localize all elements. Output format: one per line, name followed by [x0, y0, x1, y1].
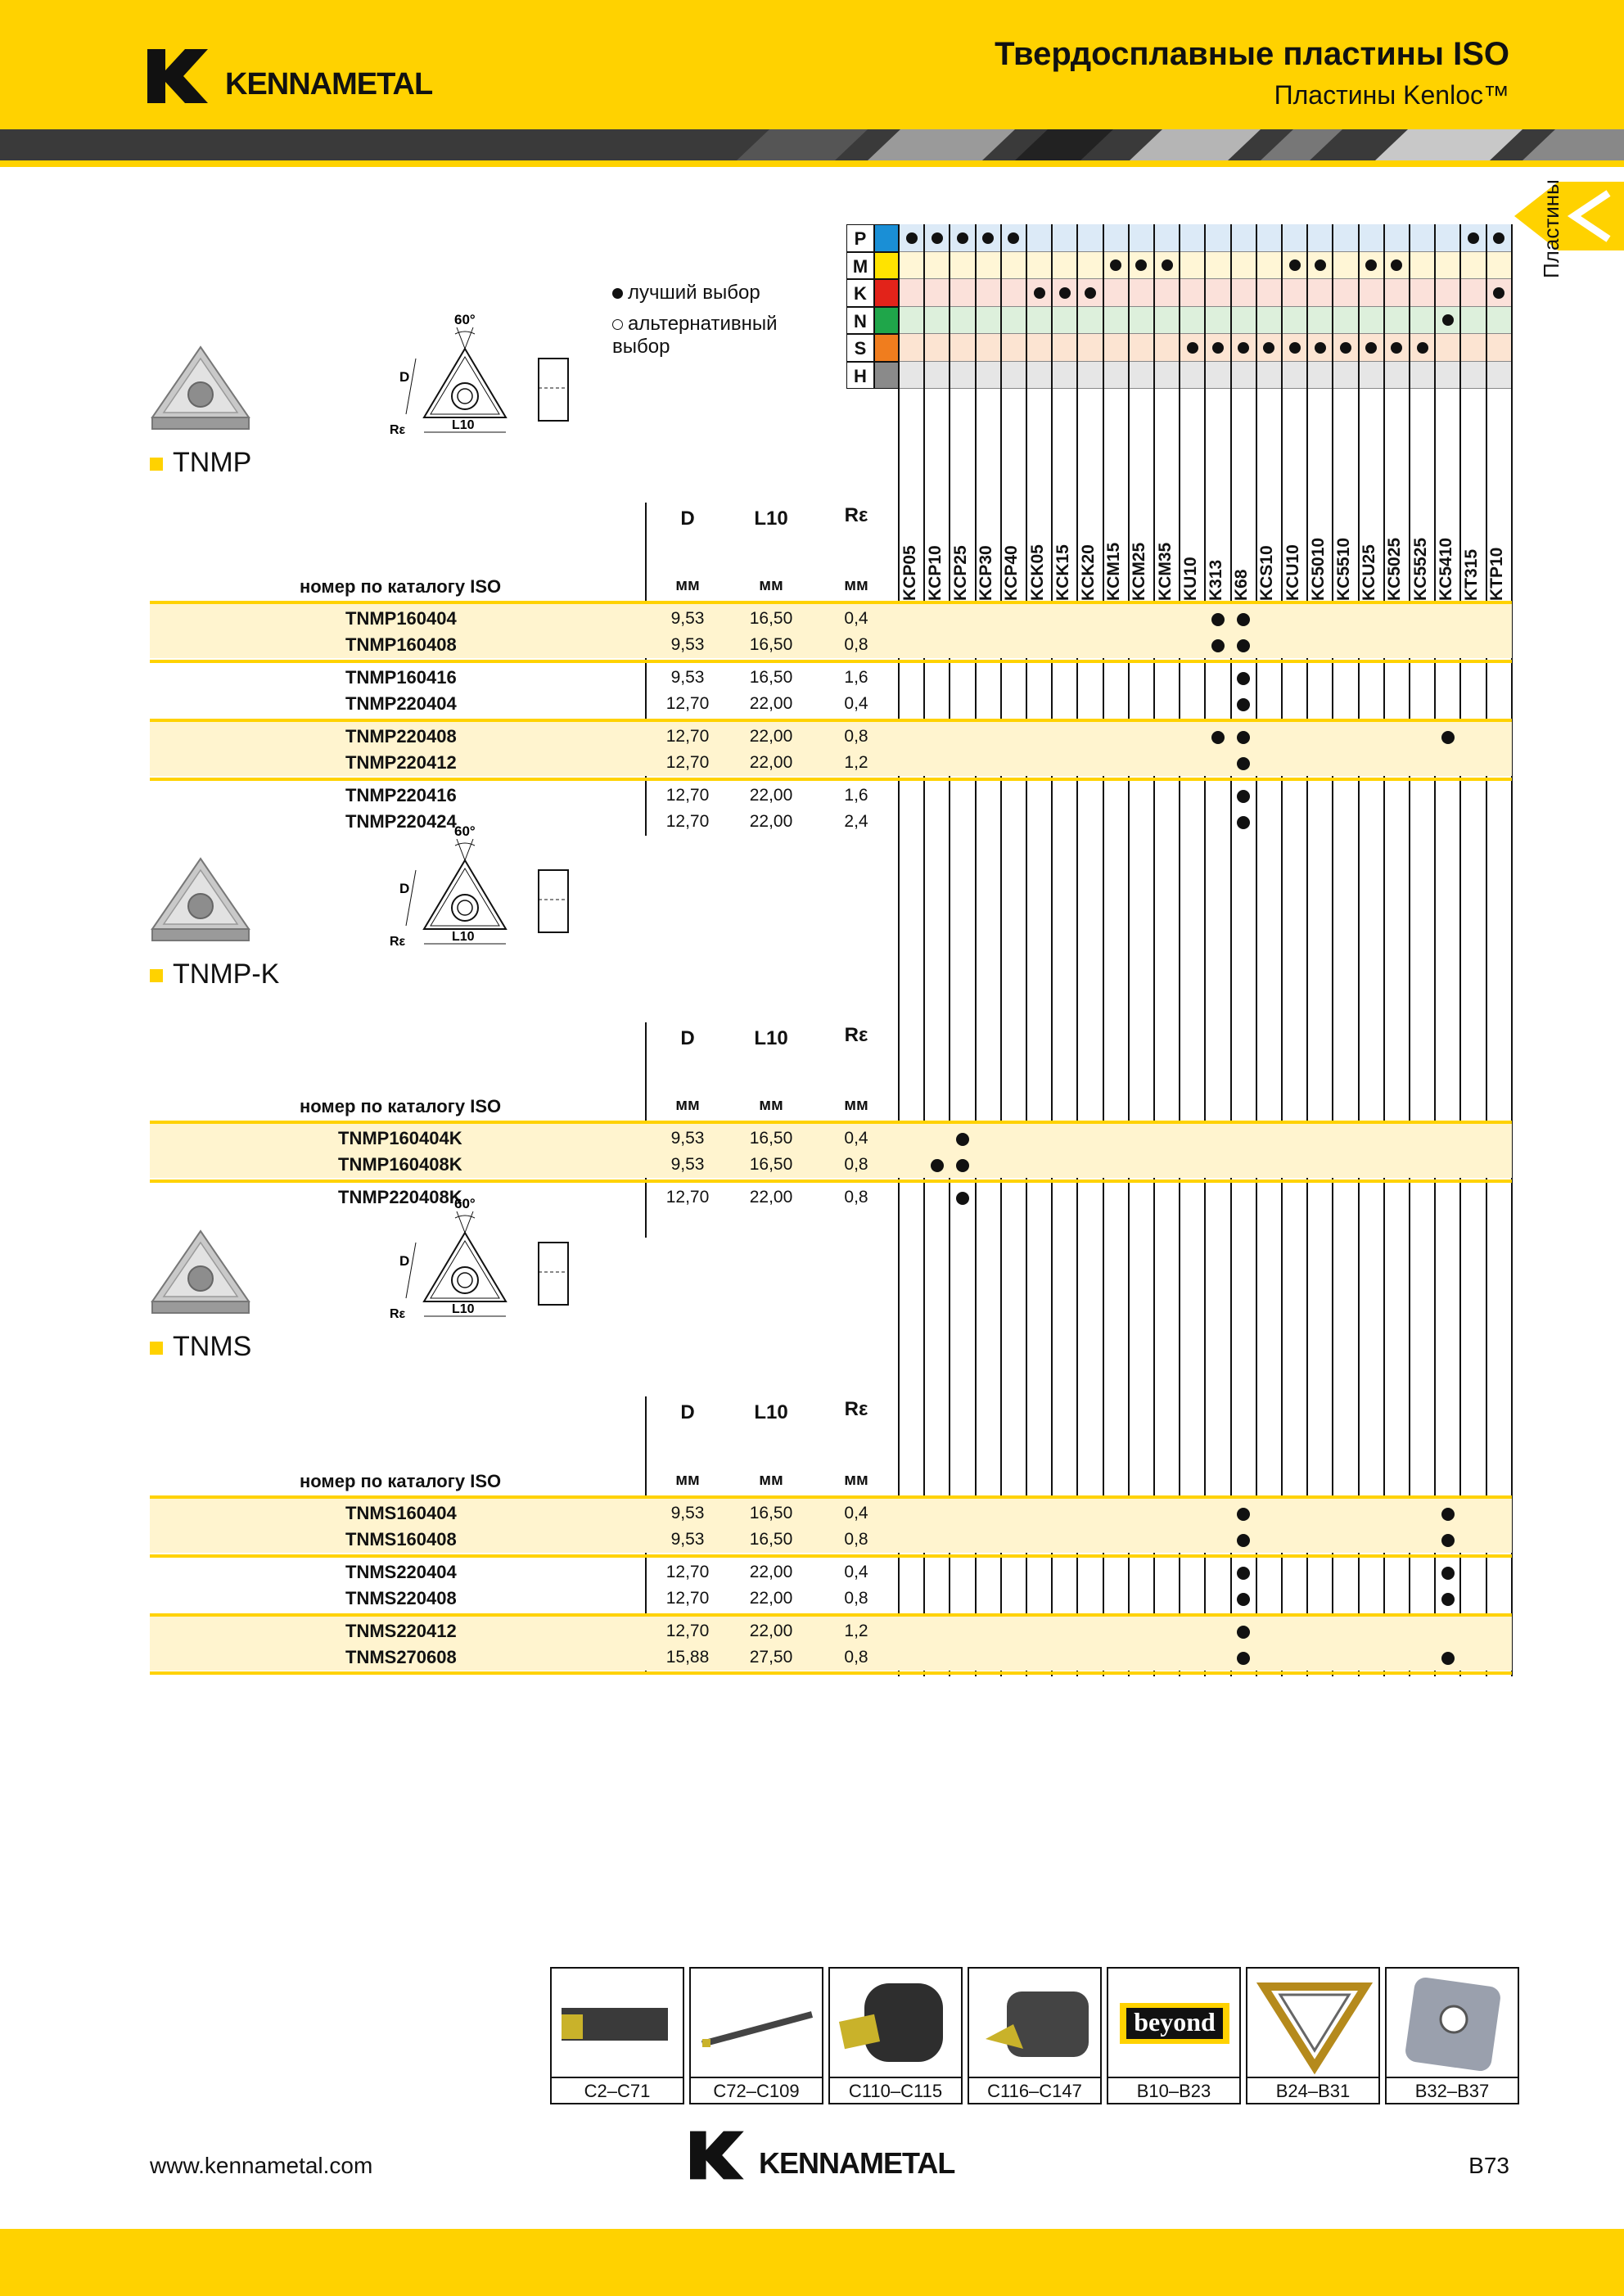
hollow-dot-icon [612, 319, 623, 330]
beyond-logo-icon [1110, 1970, 1241, 2075]
grade-best-choice-dot [1441, 1567, 1455, 1580]
page-ref-1[interactable] [550, 1967, 684, 2104]
value-d: 12,70 [665, 1188, 710, 1207]
svg-text:D: D [399, 369, 410, 385]
grade-best-choice-dot [1237, 639, 1250, 652]
header-underline [0, 160, 1624, 167]
page-ref-label: B24–B31 [1275, 2081, 1351, 2101]
svg-text:60°: 60° [454, 1196, 476, 1211]
material-dot [1315, 342, 1326, 354]
value-d: 12,70 [665, 1588, 710, 1608]
grade-column-line [1204, 224, 1206, 1676]
iso-code: TNMP220416 [345, 785, 457, 805]
grade-header-kt315: KT315 [1462, 548, 1481, 601]
grade-header-kcu25: KCU25 [1360, 544, 1379, 601]
unit-l10: мм [759, 576, 783, 594]
beyond-logo-text: beyond [1134, 2007, 1216, 2037]
page-ref-6[interactable] [1246, 1967, 1380, 2104]
material-row-K [874, 279, 1512, 307]
iso-code: TNMP160408 [345, 634, 457, 655]
value-l10: 27,50 [749, 1647, 793, 1667]
cutting-unit-icon [971, 1970, 1102, 2075]
grade-best-choice-dot [1441, 1508, 1455, 1521]
insert-photo-tnmp [147, 344, 254, 434]
ref-divider [691, 2077, 822, 2078]
page-ref-label: C72–C109 [713, 2081, 800, 2101]
ref-divider [1387, 2077, 1518, 2078]
grade-best-choice-dot [956, 1133, 969, 1146]
svg-text:60°: 60° [454, 823, 476, 839]
col-header-iso: номер по каталогу ISO [300, 1471, 502, 1491]
value-d: 9,53 [670, 609, 705, 628]
iso-code: TNMP160408K [338, 1153, 462, 1175]
grade-header-kcm35: KCM35 [1155, 542, 1175, 601]
grade-header-kcp05: KCP05 [900, 545, 919, 601]
value-d: 9,53 [670, 634, 705, 654]
section-marker-icon [150, 969, 163, 982]
svg-text:D: D [399, 1253, 410, 1269]
legend-best [612, 282, 760, 304]
grade-header-ku10: KU10 [1180, 557, 1200, 601]
grade-header-kc5410: KC5410 [1436, 537, 1455, 601]
material-dot [1315, 259, 1326, 271]
grade-header-kck15: KCK15 [1053, 544, 1072, 601]
material-row-H [874, 362, 1512, 390]
side-tab-label: Пластины [1539, 179, 1563, 278]
brand-logo [147, 49, 433, 107]
grade-header-kcu10: KCU10 [1283, 544, 1302, 601]
material-dot [1289, 259, 1301, 271]
grade-header-kc5525: KC5525 [1410, 537, 1430, 601]
material-letter-S: S [846, 334, 874, 362]
page-ref-7[interactable] [1385, 1967, 1519, 2104]
value-d: 12,70 [665, 1563, 710, 1581]
material-dot [1059, 287, 1071, 299]
grade-header-kcp25: KCP25 [951, 545, 970, 601]
iso-code: TNMP220408K [338, 1187, 462, 1207]
value-d: 12,70 [665, 752, 710, 772]
col-header-d: D [680, 507, 695, 530]
section-label-tnmp-k [150, 959, 279, 990]
value-d: 9,53 [670, 1129, 705, 1148]
value-d: 9,53 [670, 1154, 705, 1174]
row-group-separator [150, 660, 1512, 663]
website-link[interactable]: www.kennametal.com [150, 2153, 373, 2178]
grade-best-choice-dot [1237, 1593, 1250, 1606]
grade-best-choice-dot [1237, 698, 1250, 711]
unit-d: мм [675, 576, 700, 594]
svg-text:L10: L10 [452, 1302, 475, 1316]
value-d: 9,53 [670, 1504, 705, 1522]
value-re: 1,6 [844, 786, 868, 805]
section-name: TNMP-K [173, 959, 280, 990]
grade-column-line [1128, 224, 1130, 1676]
insert-photo-tnms [147, 1228, 254, 1318]
grade-column-line [1103, 224, 1104, 1676]
material-dot [1034, 287, 1045, 299]
grade-header-k313: K313 [1207, 559, 1225, 601]
kennametal-k-icon [690, 2130, 756, 2181]
value-d: 12,70 [665, 1622, 710, 1640]
iso-code: TNMP160416 [345, 667, 457, 688]
grade-column-line [1306, 224, 1308, 1676]
col-header-iso: номер по каталогу ISO [300, 576, 502, 597]
grade-best-choice-dot [1441, 731, 1455, 744]
material-dot [957, 232, 968, 244]
value-re: 1,2 [844, 1622, 868, 1640]
unit-l10: мм [759, 1096, 783, 1114]
material-dot [1493, 287, 1504, 299]
grade-column-line [1179, 224, 1180, 1676]
svg-text:Rε: Rε [390, 935, 406, 949]
iso-code: TNMS160404 [345, 1503, 457, 1523]
value-re: 0,4 [844, 1129, 868, 1148]
grade-column-line [1281, 224, 1283, 1676]
material-letter-M: M [846, 252, 874, 280]
value-l10: 16,50 [749, 1129, 793, 1148]
grade-header-kcm25: KCM25 [1130, 542, 1149, 601]
grade-header-k68: K68 [1232, 569, 1252, 601]
material-dot [1187, 342, 1198, 354]
material-color-K [874, 279, 899, 307]
insert-drawing-tnms [367, 1193, 612, 1357]
material-letter-P: P [846, 224, 874, 252]
iso-code: TNMP220412 [345, 751, 457, 773]
material-row-P [874, 224, 1512, 252]
value-re: 0,8 [844, 1529, 868, 1549]
grade-header-kc5025: KC5025 [1385, 537, 1405, 601]
value-re: 1,6 [844, 668, 868, 687]
page-subtitle: Пластины Kenloc™ [1274, 80, 1509, 110]
ref-divider [969, 2077, 1100, 2078]
grade-column-line [1486, 224, 1487, 1676]
svg-text:D: D [399, 881, 410, 896]
material-dot [1085, 287, 1096, 299]
material-color-P [874, 224, 899, 252]
page-ref-5[interactable] [1107, 1967, 1241, 2104]
page-ref-label: C116–C147 [987, 2081, 1082, 2101]
value-l10: 22,00 [749, 1188, 793, 1207]
unit-re: мм [844, 1471, 868, 1489]
ref-divider [1108, 2077, 1239, 2078]
brand-name: KENNAMETAL [225, 67, 433, 101]
ref-divider [552, 2077, 683, 2078]
value-l10: 22,00 [749, 1622, 793, 1640]
grade-best-choice-dot [1237, 1534, 1250, 1547]
kennametal-k-icon [147, 49, 221, 103]
svg-text:Rε: Rε [390, 423, 406, 437]
col-header-l10: L10 [754, 507, 788, 530]
grade-best-choice-dot [956, 1192, 969, 1205]
material-dot [932, 232, 943, 244]
section-label-tnmp [150, 447, 251, 479]
unit-re: мм [844, 576, 868, 594]
grade-column-line [923, 224, 925, 1676]
material-color-S [874, 334, 899, 362]
value-d: 12,70 [665, 727, 710, 746]
grade-best-choice-dot [931, 1159, 944, 1172]
page-ref-3[interactable] [828, 1967, 963, 2104]
iso-code: TNMS220404 [345, 1562, 457, 1582]
section-marker-icon [150, 458, 163, 471]
unit-d: мм [675, 1096, 700, 1114]
grade-column-line [949, 224, 950, 1676]
page-title: Твердосплавные пластины ISO [995, 36, 1509, 72]
value-l10: 16,50 [749, 1154, 793, 1174]
material-dot [1417, 342, 1428, 354]
grade-best-choice-dot [1237, 816, 1250, 829]
insert-drawing-tnmp [367, 309, 612, 473]
grade-column-line [898, 224, 900, 1676]
unit-d: мм [675, 1471, 700, 1489]
chevron-left-icon [1559, 190, 1617, 242]
grade-column-line [1358, 224, 1360, 1676]
grade-column-line [975, 224, 977, 1676]
svg-text:L10: L10 [452, 930, 475, 944]
col-header-d: D [680, 1027, 695, 1049]
grade-column-line [1434, 224, 1436, 1676]
grade-header-kcp10: KCP10 [925, 545, 945, 601]
grade-best-choice-dot [1211, 731, 1225, 744]
value-l10: 22,00 [749, 752, 793, 772]
boring-bar-icon [692, 1970, 823, 2075]
unit-re: мм [844, 1096, 868, 1114]
material-letter-N: N [846, 307, 874, 335]
section-name: TNMS [173, 1331, 252, 1362]
value-l10: 16,50 [749, 1504, 793, 1522]
value-d: 12,70 [665, 786, 710, 805]
tool-holder-icon [553, 1970, 684, 2075]
iso-code: TNMS220408 [345, 1587, 457, 1608]
iso-code: TNMP220424 [345, 810, 457, 832]
col-header-l10: L10 [754, 1401, 788, 1423]
value-re: 0,8 [844, 727, 868, 746]
footer-logo [690, 2130, 955, 2185]
col-header-re: Rε [844, 1024, 868, 1046]
insert-drawing-tnmp-k [367, 821, 612, 985]
col-header-d: D [680, 1401, 695, 1423]
material-dot [906, 232, 918, 244]
col-header-l10: L10 [754, 1027, 788, 1049]
grade-column-line [1000, 224, 1002, 1676]
material-color-M [874, 252, 899, 280]
value-re: 0,4 [844, 1504, 868, 1522]
value-l10: 22,00 [749, 1563, 793, 1581]
iso-code: TNMS270608 [345, 1646, 457, 1667]
col-header-iso: номер по каталогу ISO [300, 1096, 502, 1116]
material-dot [1442, 314, 1454, 326]
material-dot [1212, 342, 1224, 354]
grade-column-line [1153, 224, 1155, 1676]
value-d: 12,70 [665, 811, 710, 831]
iso-code: TNMP160404K [338, 1128, 462, 1148]
grade-column-line [1511, 224, 1513, 1676]
iso-code: TNMS160408 [345, 1528, 457, 1549]
page-ref-2[interactable] [689, 1967, 823, 2104]
grade-column-line [1409, 224, 1410, 1676]
value-re: 2,4 [844, 811, 868, 831]
grade-header-kck20: KCK20 [1079, 544, 1098, 601]
col-header-re: Rε [844, 504, 868, 526]
material-color-N [874, 307, 899, 335]
value-d: 12,70 [665, 693, 710, 713]
material-dot [1493, 232, 1504, 244]
grade-header-kcp30: KCP30 [977, 545, 996, 601]
value-re: 0,8 [844, 1188, 868, 1207]
value-re: 0,8 [844, 634, 868, 654]
row-group-separator [150, 1554, 1512, 1558]
page-ref-4[interactable] [968, 1967, 1102, 2104]
decor-stripe [0, 129, 1624, 160]
grade-header-kcm15: KCM15 [1104, 542, 1124, 601]
page-ref-label: C110–C115 [848, 2081, 943, 2101]
section-label-tnms [150, 1331, 251, 1363]
value-l10: 22,00 [749, 1588, 793, 1608]
material-dot [1289, 342, 1301, 354]
col-header-re: Rε [844, 1398, 868, 1420]
clamp-unit-icon [832, 1970, 963, 2075]
row-group-separator [150, 778, 1512, 781]
grade-column-line [1230, 224, 1232, 1676]
grade-best-choice-dot [1211, 639, 1225, 652]
value-l10: 16,50 [749, 1529, 793, 1549]
material-letter-K: K [846, 279, 874, 307]
unit-l10: мм [759, 1471, 783, 1489]
material-color-H [874, 362, 899, 390]
value-l10: 16,50 [749, 609, 793, 628]
row-group-separator [150, 1180, 1512, 1183]
value-re: 0,4 [844, 609, 868, 628]
value-l10: 22,00 [749, 786, 793, 805]
grade-column-line [1459, 224, 1461, 1676]
value-l10: 22,00 [749, 727, 793, 746]
grade-header-kcs10: KCS10 [1257, 545, 1277, 601]
material-dot [1468, 232, 1479, 244]
value-re: 0,8 [844, 1588, 868, 1608]
value-l10: 22,00 [749, 811, 793, 831]
grade-best-choice-dot [1441, 1593, 1455, 1606]
material-dot [1340, 342, 1351, 354]
section-marker-icon [150, 1342, 163, 1355]
grade-column-line [1256, 224, 1257, 1676]
value-d: 9,53 [670, 1529, 705, 1549]
filled-dot-icon [612, 288, 623, 299]
svg-text:L10: L10 [452, 418, 475, 432]
value-l10: 16,50 [749, 634, 793, 654]
legend-alt-label: альтернативный выбор [612, 313, 778, 358]
ref-divider [1247, 2077, 1378, 2078]
grade-best-choice-dot [1211, 613, 1225, 626]
ref-divider [830, 2077, 961, 2078]
grade-header-kck05: KCK05 [1027, 544, 1047, 601]
svg-text:Rε: Rε [390, 1307, 406, 1321]
legend-alt [612, 313, 817, 359]
grade-column-line [1383, 224, 1385, 1676]
iso-code: TNMP220408 [345, 726, 457, 747]
material-dot [1162, 259, 1173, 271]
iso-code: TNMP160404 [345, 608, 457, 629]
square-insert-icon [1388, 1970, 1519, 2075]
value-re: 0,4 [844, 693, 868, 713]
svg-text:60°: 60° [454, 312, 476, 327]
value-re: 0,8 [844, 1647, 868, 1667]
insert-photo-tnmp-k [147, 855, 254, 945]
material-dot [1238, 342, 1249, 354]
grade-best-choice-dot [1237, 1652, 1250, 1665]
value-re: 0,4 [844, 1563, 868, 1581]
value-l10: 16,50 [749, 668, 793, 687]
grade-best-choice-dot [956, 1159, 969, 1172]
material-dot [1365, 342, 1377, 354]
grade-best-choice-dot [1441, 1534, 1455, 1547]
page-number: B73 [1468, 2153, 1509, 2178]
grade-column-line [1026, 224, 1027, 1676]
grade-header-ktp10: KTP10 [1487, 547, 1507, 601]
material-row-M [874, 252, 1512, 280]
grade-header-kcp40: KCP40 [1002, 545, 1022, 601]
legend-best-label: лучший выбор [628, 282, 760, 304]
grade-header-kc5010: KC5010 [1308, 537, 1328, 601]
grade-header-kc5510: KC5510 [1334, 537, 1353, 601]
page-ref-label: B10–B23 [1136, 2081, 1211, 2101]
iso-code: TNMP220404 [345, 692, 457, 714]
value-l10: 22,00 [749, 693, 793, 713]
page-ref-label: C2–C71 [584, 2081, 651, 2101]
grade-column-line [1051, 224, 1053, 1676]
page-ref-label: B32–B37 [1414, 2081, 1490, 2101]
grade-column-line [1332, 224, 1333, 1676]
value-re: 1,2 [844, 752, 868, 772]
section-name: TNMP [173, 447, 252, 478]
grade-column-line [1076, 224, 1078, 1676]
footer-brand-name: KENNAMETAL [759, 2146, 955, 2180]
iso-code: TNMS220412 [345, 1621, 457, 1641]
triangle-insert-icon [1249, 1970, 1380, 2075]
material-dot [982, 232, 994, 244]
value-d: 9,53 [670, 668, 705, 687]
grade-best-choice-dot [1237, 757, 1250, 770]
value-re: 0,8 [844, 1154, 868, 1174]
material-letter-H: H [846, 362, 874, 390]
row-group-separator [150, 1671, 1512, 1675]
value-d: 15,88 [665, 1647, 710, 1667]
stripe-pattern [0, 129, 1624, 160]
footer-bar [0, 2229, 1624, 2296]
material-row-N [874, 307, 1512, 335]
grade-best-choice-dot [1441, 1652, 1455, 1665]
